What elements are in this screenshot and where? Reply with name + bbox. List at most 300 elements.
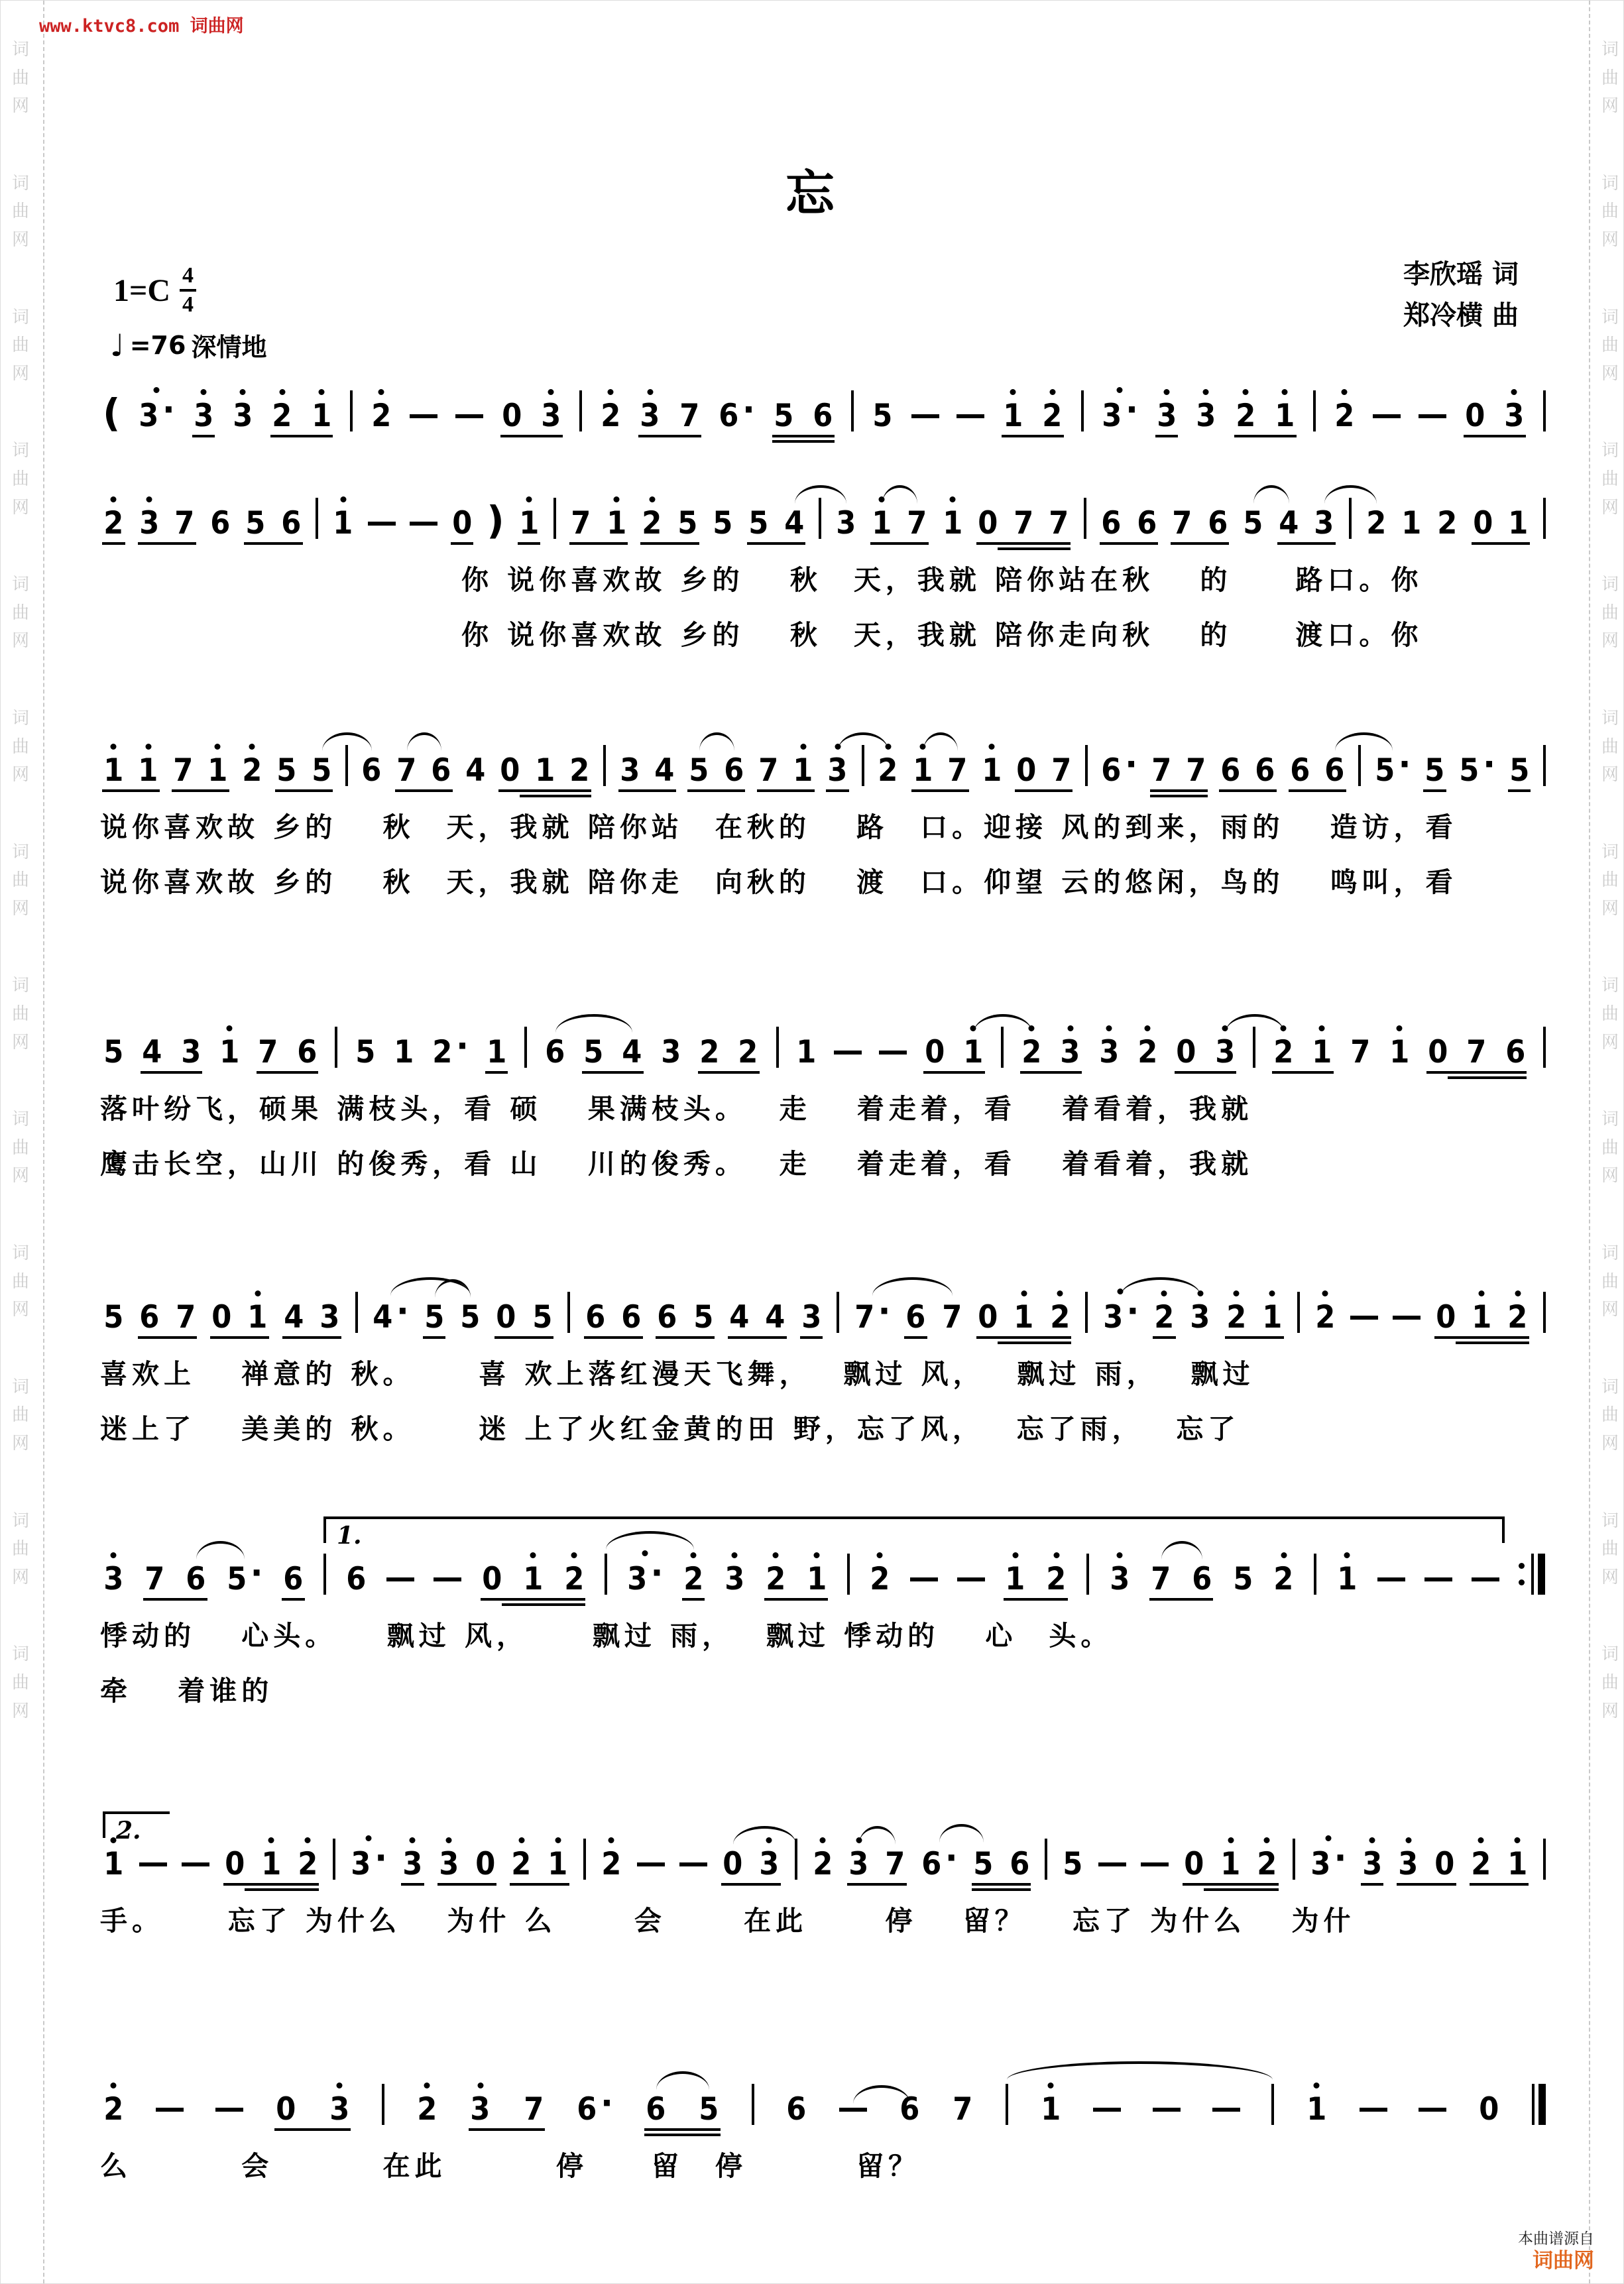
side-watermark-char: 词 bbox=[1601, 1377, 1619, 1397]
octave-dot bbox=[319, 389, 325, 395]
note-token: 4 bbox=[764, 1302, 786, 1333]
note-token: 1 bbox=[1471, 1302, 1493, 1333]
note-token: 6 bbox=[620, 1302, 642, 1333]
note-token: 1 bbox=[792, 755, 814, 786]
note-token: 7 bbox=[758, 755, 780, 786]
note-token: 4 bbox=[141, 1037, 163, 1068]
note-token: 0 bbox=[495, 1302, 517, 1333]
duration-dash bbox=[1360, 2108, 1387, 2125]
side-watermark-char: 网 bbox=[1601, 898, 1619, 919]
side-watermark-char: 曲 bbox=[1601, 1539, 1619, 1560]
note-token: 6 bbox=[361, 752, 382, 789]
note-token: 6 bbox=[1220, 755, 1242, 786]
octave-dot bbox=[424, 2083, 430, 2088]
side-watermark-char: 网 bbox=[1601, 497, 1619, 518]
barline bbox=[1006, 2084, 1008, 2125]
barline bbox=[1314, 1554, 1316, 1595]
octave-dot bbox=[111, 1552, 117, 1558]
note-token: 7 bbox=[941, 1299, 962, 1336]
note-token: 6 bbox=[1505, 1037, 1527, 1068]
barline bbox=[851, 390, 854, 431]
note-token: 7 bbox=[953, 2091, 973, 2128]
note-token: 1 bbox=[1220, 1849, 1242, 1880]
note-token: 2 bbox=[103, 508, 125, 539]
duration-dash bbox=[368, 522, 396, 539]
notation-row bbox=[100, 1253, 1548, 1350]
octave-dot bbox=[1264, 1837, 1270, 1843]
side-watermark-char: 网 bbox=[1601, 1567, 1619, 1587]
note-token: 2 bbox=[297, 1849, 319, 1880]
octave-dot bbox=[336, 2083, 342, 2088]
note-token: 1 bbox=[103, 755, 125, 786]
side-watermark-char: 曲 bbox=[11, 1539, 29, 1560]
octave-dot bbox=[1479, 1290, 1485, 1296]
lyric-line-1: 喜欢上 禅意的 秋。 喜 欢上落红漫天飞舞， 飘过 风， 飘过 雨， 飘过 bbox=[100, 1358, 1255, 1390]
note-token: 0 bbox=[275, 2094, 297, 2125]
note-token: 0 bbox=[1015, 755, 1037, 786]
side-watermark-char: 曲 bbox=[11, 201, 29, 222]
note-token: 5 bbox=[688, 755, 710, 786]
note-token: 2 bbox=[510, 1849, 532, 1880]
music-system bbox=[100, 1515, 1548, 1707]
lyric-line-1: 么 会 在此 停 留 停 留？ bbox=[100, 2150, 921, 2182]
note-token: 3 bbox=[469, 2094, 491, 2125]
note-token: 2 bbox=[1045, 1564, 1067, 1595]
octave-dot bbox=[1515, 1837, 1521, 1843]
note-token: 3 · bbox=[1102, 1300, 1139, 1333]
note-token: 3 bbox=[402, 1849, 424, 1880]
octave-dot bbox=[526, 496, 532, 502]
octave-dot bbox=[268, 1837, 274, 1843]
side-watermark-char: 词 bbox=[11, 441, 29, 461]
duration-dash bbox=[1350, 1316, 1378, 1333]
barline bbox=[1253, 1027, 1255, 1068]
time-signature bbox=[180, 264, 196, 316]
left-watermark-column bbox=[7, 40, 34, 2283]
slur-arc bbox=[882, 485, 917, 504]
duration-dash bbox=[1393, 1316, 1421, 1333]
slur-arc bbox=[1335, 732, 1393, 751]
side-watermark-char: 网 bbox=[1601, 1300, 1619, 1320]
side-watermark-char: 网 bbox=[1601, 1032, 1619, 1053]
slur-arc bbox=[407, 732, 441, 751]
note-token: 1 bbox=[394, 1034, 414, 1070]
note-token: 5 bbox=[460, 1299, 481, 1336]
note-token: 3 bbox=[193, 400, 215, 431]
barline bbox=[524, 1027, 527, 1068]
lyric-line-2: 牵 着谁的 bbox=[100, 1675, 274, 1707]
note-token: 7 bbox=[523, 2094, 545, 2125]
music-system bbox=[100, 2045, 1548, 2183]
side-watermark-char: 网 bbox=[11, 1701, 29, 1721]
note-token: 1 bbox=[522, 1564, 544, 1595]
note-token: 7 bbox=[1171, 508, 1193, 539]
slur-arc bbox=[1121, 1277, 1200, 1296]
final-barline bbox=[1532, 2084, 1546, 2125]
side-watermark-char: 曲 bbox=[1601, 602, 1619, 623]
note-token: 0 bbox=[1435, 1302, 1457, 1333]
note-token: 5 bbox=[583, 1037, 605, 1068]
octave-dot bbox=[609, 1837, 614, 1843]
side-watermark-char: 词 bbox=[11, 1644, 29, 1665]
note-token: 3 bbox=[540, 400, 562, 431]
note-token: 3 bbox=[438, 1849, 460, 1880]
repeat-barline bbox=[1519, 1554, 1545, 1595]
note-token: 3 bbox=[1109, 1564, 1131, 1595]
note-token: 3 bbox=[1362, 1849, 1383, 1880]
octave-dot bbox=[608, 389, 614, 395]
side-watermark-char: 词 bbox=[1601, 1110, 1619, 1130]
note-token: 7 bbox=[172, 755, 194, 786]
note-token: 5 · bbox=[1375, 745, 1411, 789]
side-watermark-char: 曲 bbox=[1601, 870, 1619, 891]
note-token: 6 · bbox=[921, 1839, 958, 1882]
music-system bbox=[100, 1800, 1548, 1937]
slur-arc bbox=[733, 1826, 797, 1845]
note-token: 2 bbox=[765, 1564, 787, 1595]
side-watermark-char: 词 bbox=[11, 307, 29, 327]
note-token: 3 bbox=[848, 1849, 870, 1880]
side-watermark-char: 曲 bbox=[11, 1004, 29, 1025]
side-watermark-char: 网 bbox=[1601, 96, 1619, 117]
octave-dot bbox=[340, 496, 346, 502]
note-token: 1 bbox=[1261, 1302, 1283, 1333]
duration-dash bbox=[139, 1862, 167, 1880]
phrase-paren: ) bbox=[487, 497, 504, 543]
barline bbox=[1543, 390, 1546, 431]
note-token: 5 bbox=[773, 400, 795, 431]
note-token: 3 bbox=[758, 1849, 780, 1880]
duration-dash bbox=[1141, 1862, 1169, 1880]
octave-dot bbox=[877, 1552, 883, 1558]
side-watermark-char: 网 bbox=[1601, 765, 1619, 785]
barline bbox=[350, 390, 353, 431]
octave-dot bbox=[410, 1837, 416, 1843]
side-watermark-char: 曲 bbox=[11, 1271, 29, 1292]
notation-row bbox=[100, 988, 1548, 1085]
note-token: 5 bbox=[532, 1302, 553, 1333]
octave-dot bbox=[1053, 1552, 1059, 1558]
slur-arc bbox=[939, 1824, 984, 1843]
note-token: 1 bbox=[606, 508, 628, 539]
slur-arc bbox=[656, 2071, 709, 2090]
side-watermark-char: 网 bbox=[11, 1434, 29, 1454]
note-token: 0 bbox=[1479, 2091, 1499, 2128]
barline bbox=[316, 498, 318, 539]
note-token: 1 bbox=[796, 1034, 817, 1070]
note-token: 6 bbox=[139, 1302, 160, 1333]
note-token: 7 bbox=[906, 508, 928, 539]
side-watermark-char: 词 bbox=[1601, 842, 1619, 862]
note-token: 1 bbox=[518, 508, 540, 539]
volta-label: 2. bbox=[116, 1817, 141, 1845]
barline bbox=[1084, 498, 1086, 539]
side-watermark-char: 词 bbox=[1601, 441, 1619, 461]
note-token: 6 bbox=[430, 755, 452, 786]
note-token: 3 bbox=[1397, 1849, 1419, 1880]
octave-dot bbox=[1049, 389, 1055, 395]
note-token: 2 bbox=[1314, 1302, 1336, 1333]
side-watermark-char: 曲 bbox=[11, 870, 29, 891]
octave-dot bbox=[1242, 389, 1248, 395]
note-token: 2 bbox=[1235, 400, 1257, 431]
octave-dot bbox=[814, 1552, 820, 1558]
octave-dot bbox=[304, 1837, 310, 1843]
note-token: 7 bbox=[1051, 755, 1073, 786]
side-watermark-char: 曲 bbox=[11, 1672, 29, 1693]
note-token: 6 bbox=[723, 755, 745, 786]
octave-dot bbox=[1322, 1290, 1328, 1296]
octave-dot bbox=[518, 1837, 524, 1843]
side-watermark-char: 曲 bbox=[1601, 1405, 1619, 1426]
note-token: 0 bbox=[1183, 1849, 1205, 1880]
octave-dot bbox=[548, 389, 554, 395]
octave-dot bbox=[1319, 1025, 1325, 1031]
note-token: 6 bbox=[812, 400, 834, 431]
note-token: 0 bbox=[475, 1849, 496, 1880]
note-token: 7 bbox=[396, 755, 418, 786]
note-token: 3 bbox=[1189, 1302, 1211, 1333]
side-watermark-char: 曲 bbox=[1601, 335, 1619, 356]
note-token: 1 bbox=[1274, 400, 1296, 431]
barline bbox=[1085, 1292, 1088, 1333]
side-watermark-char: 曲 bbox=[11, 602, 29, 623]
note-token: 1 bbox=[1306, 2094, 1328, 2125]
note-token: 3 bbox=[1098, 1037, 1120, 1068]
octave-dot bbox=[477, 2083, 483, 2088]
note-token: 7 bbox=[174, 508, 196, 539]
side-watermark-char: 曲 bbox=[11, 1137, 29, 1158]
note-token: 1 bbox=[1401, 505, 1422, 542]
octave-dot bbox=[773, 1552, 779, 1558]
octave-dot bbox=[1234, 1290, 1240, 1296]
note-token: 7 bbox=[257, 1037, 279, 1068]
side-watermark-char: 词 bbox=[11, 575, 29, 595]
note-token: 6 bbox=[899, 2091, 920, 2128]
octave-dot bbox=[111, 2083, 117, 2088]
side-watermark-char: 网 bbox=[11, 497, 29, 518]
note-token: 6 bbox=[1136, 508, 1158, 539]
side-watermark-char: 网 bbox=[1601, 631, 1619, 652]
barline bbox=[1045, 1839, 1047, 1880]
barline bbox=[553, 498, 556, 539]
note-token: 5 bbox=[424, 1302, 445, 1333]
barline bbox=[819, 498, 821, 539]
note-token: 1 bbox=[219, 1037, 241, 1068]
notation-row bbox=[100, 707, 1548, 803]
notation-row bbox=[100, 352, 1548, 449]
note-token: 3 bbox=[180, 1037, 202, 1068]
barline bbox=[795, 1839, 797, 1880]
barline bbox=[1293, 1839, 1295, 1880]
barline bbox=[605, 1554, 607, 1595]
brand-watermark: 词曲网 bbox=[1533, 2249, 1594, 2273]
barline bbox=[579, 390, 582, 431]
note-token: 5 bbox=[693, 1302, 715, 1333]
side-watermark-char: 词 bbox=[11, 1511, 29, 1531]
note-token: 6 bbox=[1009, 1849, 1031, 1880]
barline bbox=[1001, 1027, 1004, 1068]
barline bbox=[1543, 1839, 1546, 1880]
octave-dot bbox=[1478, 1837, 1484, 1843]
footer bbox=[1518, 2230, 1594, 2275]
note-token: 0 bbox=[1175, 1037, 1197, 1068]
notation-row bbox=[100, 459, 1548, 556]
slur-arc bbox=[872, 1277, 953, 1296]
octave-dot bbox=[1269, 1290, 1275, 1296]
phrase-paren: ( bbox=[103, 390, 121, 435]
octave-dot bbox=[614, 496, 620, 502]
duration-dash bbox=[156, 2108, 184, 2125]
note-token: 3 bbox=[103, 1564, 125, 1595]
side-watermark-char: 网 bbox=[11, 1567, 29, 1587]
duration-dash bbox=[1373, 414, 1401, 431]
note-token: 2 bbox=[877, 755, 899, 786]
lyricist-credit: 李欣瑶 词 bbox=[1403, 259, 1519, 290]
duration-dash bbox=[1472, 1577, 1499, 1595]
octave-dot bbox=[1325, 1835, 1331, 1841]
barline bbox=[1358, 745, 1361, 786]
credits bbox=[1403, 254, 1519, 336]
side-watermark-char: 词 bbox=[1601, 173, 1619, 194]
note-token: 3 bbox=[1503, 400, 1525, 431]
key-label: 1=C bbox=[113, 272, 171, 308]
volta-bracket bbox=[323, 1516, 1505, 1550]
note-token: 4 bbox=[283, 1302, 305, 1333]
octave-dot bbox=[1117, 387, 1123, 393]
octave-dot bbox=[1282, 389, 1288, 395]
lyric-line-1: 你 说你喜欢故 乡的 秋 天，我就 陪你站在秋 的 路口。你 bbox=[461, 564, 1423, 596]
octave-dot bbox=[154, 387, 160, 393]
side-watermark-char: 词 bbox=[11, 1377, 29, 1397]
note-token: 5 bbox=[1232, 1561, 1253, 1597]
note-token: 2 bbox=[1366, 505, 1387, 542]
right-watermark-column bbox=[1597, 40, 1623, 2283]
side-watermark-char: 网 bbox=[1601, 1701, 1619, 1721]
side-watermark-char: 网 bbox=[11, 363, 29, 384]
side-watermark-char: 词 bbox=[1601, 575, 1619, 595]
duration-dash bbox=[410, 414, 437, 431]
note-token: 6 bbox=[296, 1037, 318, 1068]
music-system bbox=[100, 352, 1548, 449]
octave-dot bbox=[1116, 1552, 1122, 1558]
octave-dot bbox=[1057, 1290, 1063, 1296]
duration-dash bbox=[1419, 414, 1446, 431]
note-token: 2 bbox=[241, 755, 263, 786]
meter-numerator: 4 bbox=[180, 264, 196, 292]
volta-label: 1. bbox=[337, 1522, 362, 1550]
slur-arc bbox=[923, 732, 958, 751]
note-token: 2 bbox=[600, 400, 622, 431]
octave-dot bbox=[820, 1837, 826, 1843]
note-token: 3 bbox=[827, 755, 848, 786]
note-token: 1 bbox=[1507, 1849, 1529, 1880]
octave-dot bbox=[446, 1837, 452, 1843]
side-watermark-char: 曲 bbox=[1601, 1004, 1619, 1025]
octave-dot bbox=[200, 389, 206, 395]
octave-dot bbox=[1369, 1837, 1375, 1843]
note-token: 5 bbox=[276, 755, 298, 786]
note-token: 3 bbox=[801, 1302, 823, 1333]
note-token: 5 bbox=[972, 1849, 994, 1880]
octave-dot bbox=[691, 1552, 697, 1558]
side-watermark-char: 词 bbox=[11, 173, 29, 194]
octave-dot bbox=[647, 389, 653, 395]
note-token: 4 · bbox=[373, 1292, 409, 1336]
side-watermark-char: 网 bbox=[1601, 1166, 1619, 1186]
octave-dot bbox=[1342, 389, 1348, 395]
note-token: 2 bbox=[569, 755, 591, 786]
note-token: 6 bbox=[185, 1564, 207, 1595]
note-token: 7 bbox=[884, 1849, 906, 1880]
note-token: 1 bbox=[962, 1037, 984, 1068]
note-token: 2 bbox=[271, 400, 293, 431]
note-token: 2 bbox=[563, 1564, 585, 1595]
octave-dot bbox=[732, 1552, 738, 1558]
side-watermark-char: 网 bbox=[11, 1032, 29, 1053]
notation-row bbox=[100, 1800, 1548, 1897]
note-token: 1 bbox=[1013, 1302, 1035, 1333]
side-watermark-char: 网 bbox=[11, 1166, 29, 1186]
slur-arc bbox=[555, 1014, 632, 1033]
note-token: 1 bbox=[534, 755, 556, 786]
note-token: 2 bbox=[1041, 400, 1063, 431]
octave-dot bbox=[1405, 1837, 1411, 1843]
slur-arc bbox=[974, 1014, 1032, 1033]
note-token: 1 bbox=[1336, 1564, 1358, 1595]
left-margin-line bbox=[43, 1, 44, 2283]
note-token: 7 · bbox=[854, 1292, 891, 1336]
side-watermark-char: 曲 bbox=[1601, 1271, 1619, 1292]
octave-dot bbox=[145, 744, 151, 750]
note-token: 5 bbox=[311, 755, 333, 786]
octave-dot bbox=[366, 1835, 372, 1841]
octave-dot bbox=[1047, 2083, 1053, 2088]
duration-dash bbox=[1098, 1862, 1126, 1880]
note-token: 6 bbox=[645, 2094, 667, 2125]
note-token: 2 bbox=[812, 1849, 834, 1880]
tempo-value: =76 bbox=[129, 330, 186, 360]
note-token: 2 · bbox=[432, 1027, 469, 1070]
note-token: 3 bbox=[1313, 508, 1335, 539]
note-token: 1 bbox=[247, 1302, 268, 1333]
note-token: 6 bbox=[1191, 1564, 1213, 1595]
note-token: 7 bbox=[144, 1564, 166, 1595]
note-token: 7 bbox=[1185, 755, 1207, 786]
barline bbox=[1313, 390, 1316, 431]
side-watermark-char: 词 bbox=[11, 708, 29, 728]
expression-text: 深情地 bbox=[191, 333, 267, 362]
note-token: 6 · bbox=[719, 390, 755, 434]
note-token: 3 · bbox=[138, 398, 175, 431]
note-token: 6 bbox=[656, 1302, 678, 1333]
slur-arc bbox=[838, 732, 888, 751]
note-token: 6 · bbox=[577, 2084, 613, 2128]
note-token: 2 bbox=[1470, 1849, 1492, 1880]
note-token: 7 bbox=[1013, 508, 1035, 539]
side-watermark-char: 词 bbox=[1601, 708, 1619, 728]
duration-dash bbox=[879, 1051, 907, 1068]
music-system bbox=[100, 1253, 1548, 1446]
note-token: 6 bbox=[280, 508, 302, 539]
duration-dash bbox=[1212, 2108, 1240, 2125]
note-token: 0 bbox=[977, 1302, 999, 1333]
side-watermark-char: 词 bbox=[11, 40, 29, 60]
octave-dot bbox=[1012, 1552, 1018, 1558]
octave-dot bbox=[146, 496, 152, 502]
note-token: 2 bbox=[1049, 1302, 1071, 1333]
octave-dot bbox=[1228, 1837, 1234, 1843]
